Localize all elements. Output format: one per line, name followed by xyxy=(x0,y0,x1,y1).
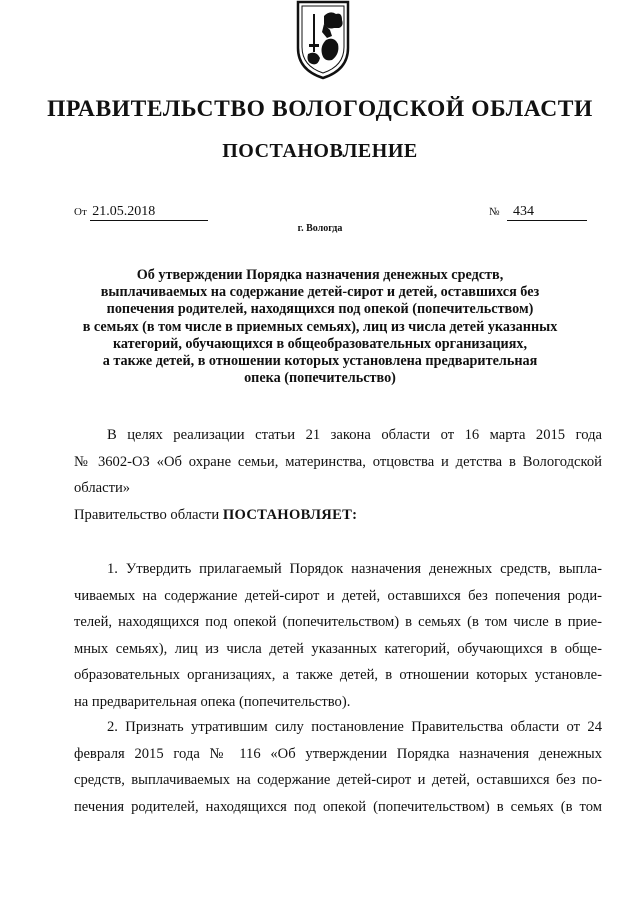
title-line: категорий, обучающихся в общеобразовательных организациях, xyxy=(112,335,528,352)
title-line: выплачиваемых на содержание детей-сирот и детей, оставшихся без xyxy=(100,284,540,301)
decree-keyword: ПОСТАНОВЛЯЕТ: xyxy=(222,507,358,523)
city: г. Вологда xyxy=(297,223,343,234)
paragraph-line: мных семьях), лиц из числа детей указанных категорий, обучающихся в обще- xyxy=(74,640,602,657)
paragraph-line: 2. Признать утратившим силу постановление Правительства области от 24 xyxy=(107,719,602,735)
document-title xyxy=(70,267,570,387)
paragraph-line: № 3602-ОЗ «Об охране семьи, материнства, отцовства и детства в Вологодской xyxy=(74,453,602,470)
paragraph-line: чиваемых на содержание детей-сирот и детей, оставшихся без попечения роди- xyxy=(74,587,602,604)
intro-paragraph xyxy=(74,422,602,502)
decree-prefix: Правительство области xyxy=(74,507,220,523)
item-2-paragraph xyxy=(74,714,602,820)
paragraph-line: февраля 2015 года № 116 «Об утверждении Порядка назначения денежных xyxy=(74,745,602,762)
date-value: 21.05.2018 xyxy=(90,204,208,221)
date-label: От xyxy=(74,206,87,218)
title-line: опека (попечительство) xyxy=(244,370,396,387)
document-date xyxy=(74,204,208,221)
document-number xyxy=(489,204,587,221)
document-type: ПОСТАНОВЛЕНИЕ xyxy=(222,140,418,162)
item-1-paragraph xyxy=(74,556,602,715)
paragraph-line: средств, выплачиваемых на содержание детей-сирот и детей, оставшихся без по- xyxy=(74,772,602,788)
number-value: 434 xyxy=(507,204,587,221)
number-label: № xyxy=(489,206,500,218)
title-line: а также детей, в отношении которых установлена предварительная xyxy=(102,353,538,370)
paragraph-line: В целях реализации статьи 21 закона области от 16 марта 2015 года xyxy=(107,427,602,443)
paragraph-line: телей, находящихся под опекой (попечительством) в семьях (в том числе в прие- xyxy=(74,614,602,630)
title-line: попечения родителей, находящихся под опекой (попечительством) xyxy=(106,301,534,318)
title-line: в семьях (в том числе в приемных семьях), лиц из числа детей указанных xyxy=(82,318,558,335)
government-name: ПРАВИТЕЛЬСТВО ВОЛОГОДСКОЙ ОБЛАСТИ xyxy=(47,96,593,122)
paragraph-line: 1. Утвердить прилагаемый Порядок назначения денежных средств, выпла- xyxy=(107,561,602,577)
paragraph-line: печения родителей, находящихся под опекой (попечительством) в семьях (в том xyxy=(74,798,602,815)
paragraph-line: на предварительная опека (попечительство). xyxy=(74,693,351,710)
decree-line xyxy=(74,502,602,529)
coat-of-arms-icon xyxy=(294,0,352,80)
title-line: Об утверждении Порядка назначения денежных средств, xyxy=(136,267,504,283)
paragraph-line: образовательных организациях, а также детей, в отношении которых установле- xyxy=(74,667,602,683)
paragraph-line: области» xyxy=(74,480,131,496)
